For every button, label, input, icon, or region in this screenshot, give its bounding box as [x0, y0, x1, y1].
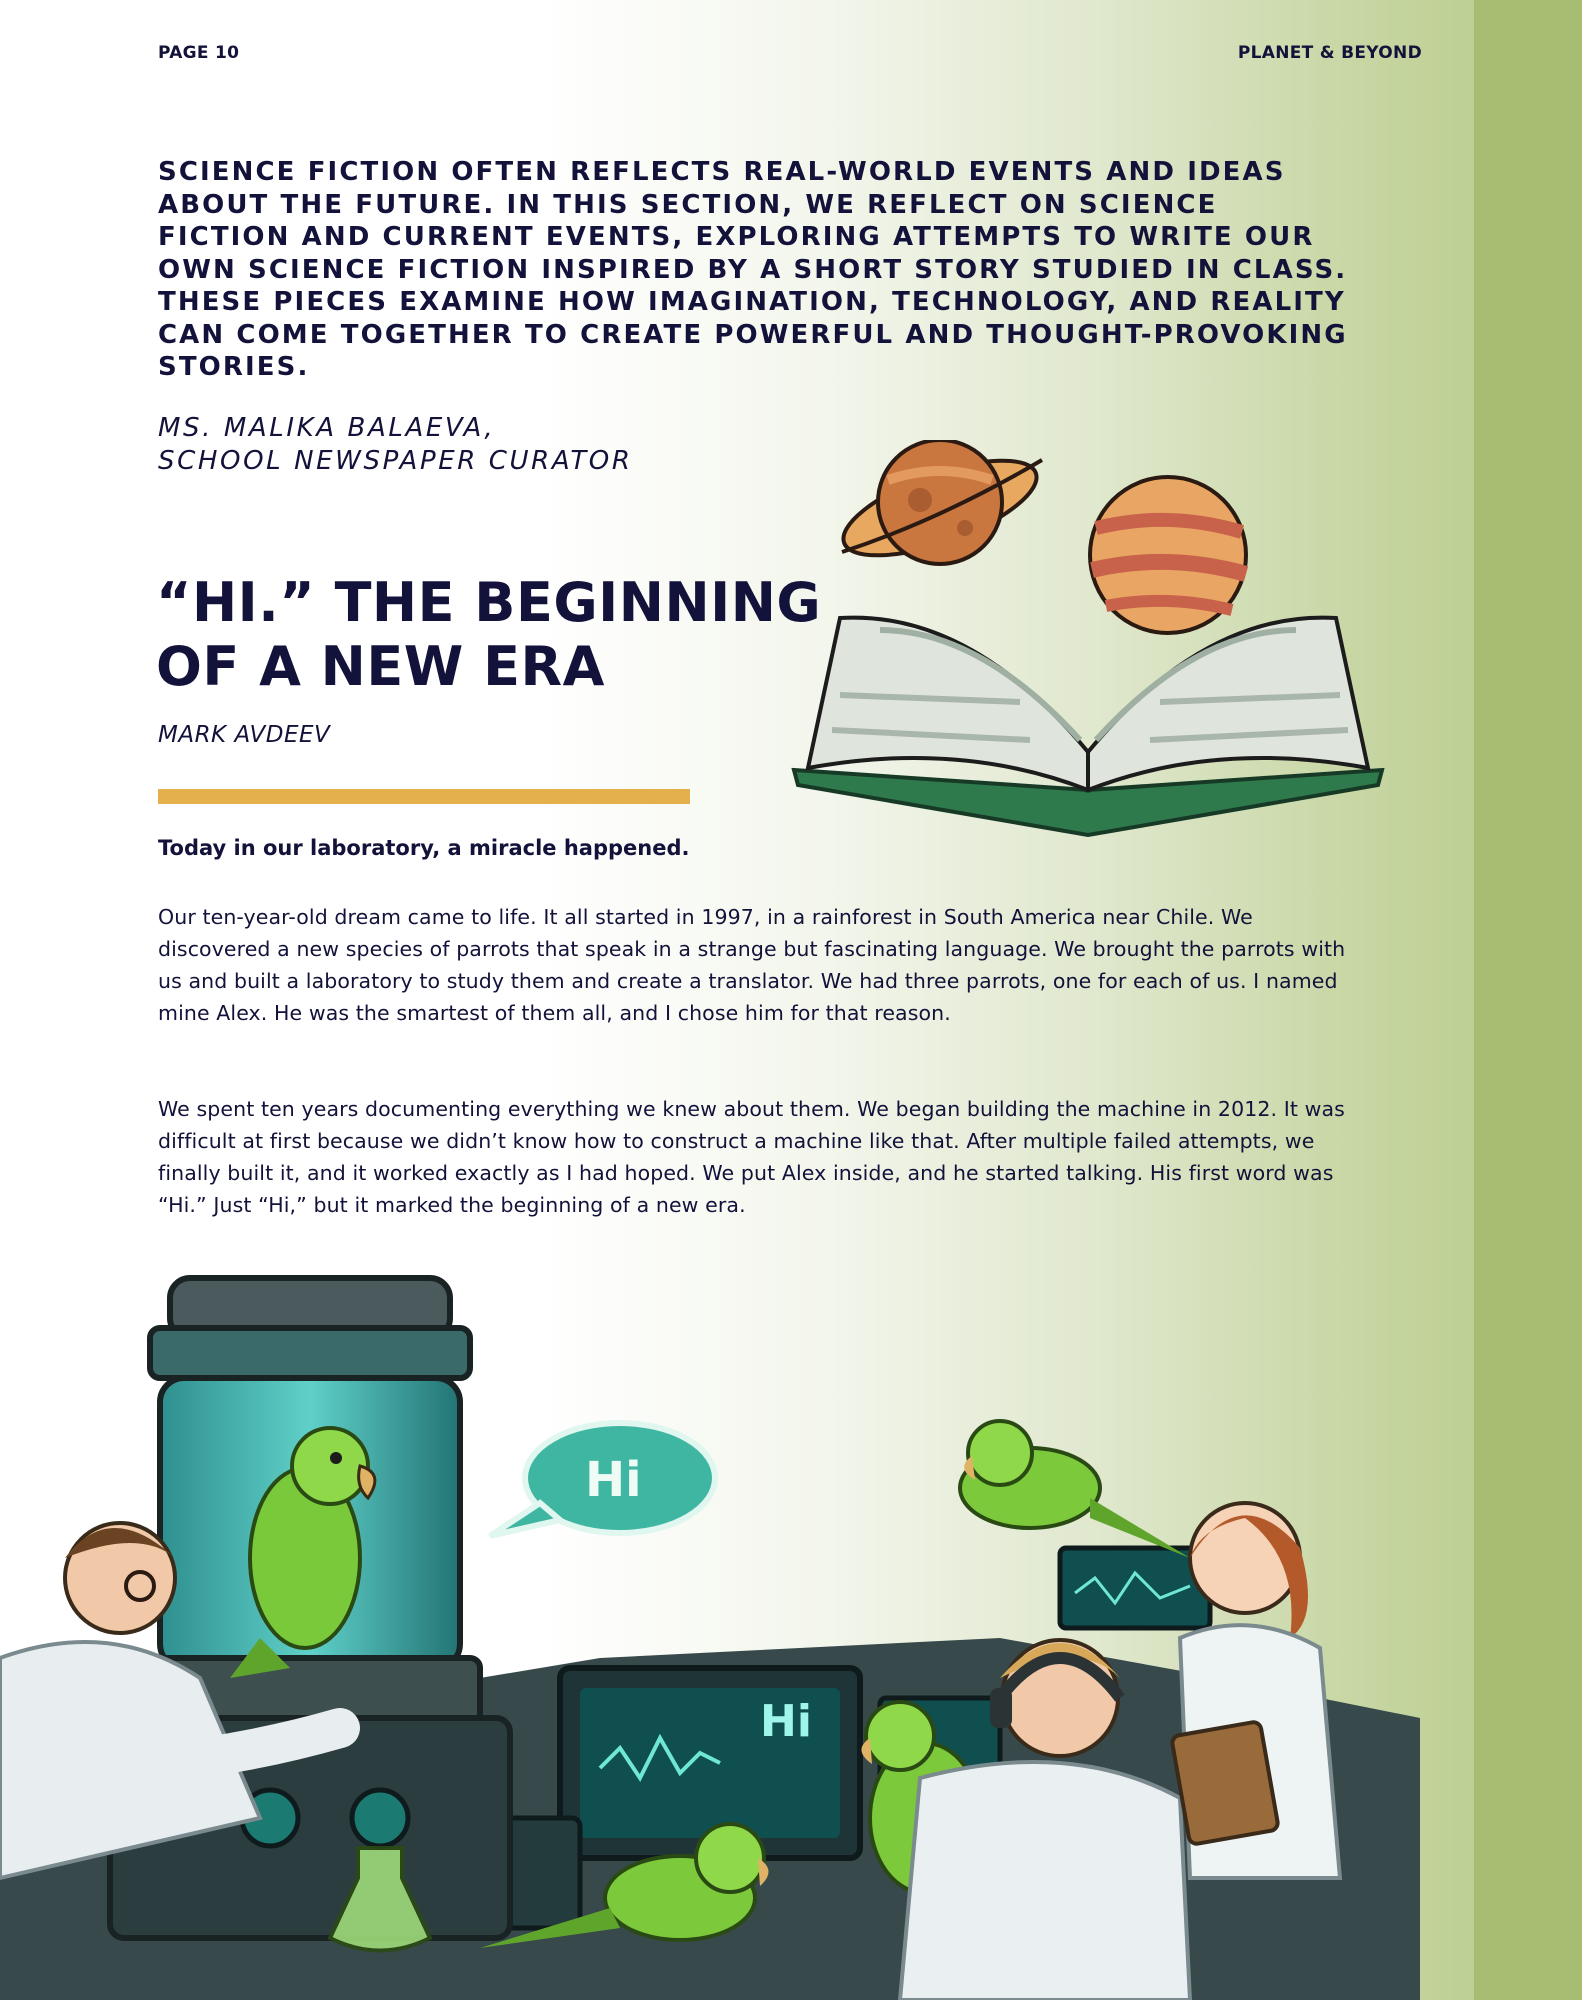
laboratory-illustration [0, 1258, 1440, 2000]
side-stripe [1474, 0, 1582, 2000]
speech-bubble-text: Hi [585, 1452, 642, 1508]
book-planets-illustration [780, 440, 1400, 850]
speech-bubble [490, 1423, 715, 1536]
screen-text [760, 1696, 812, 1747]
screen-hi-text: Hi [760, 1696, 812, 1747]
page-number: PAGE 10 [158, 43, 240, 63]
open-book-icon [794, 618, 1382, 835]
article-author: MARK AVDEEV [158, 722, 331, 748]
accent-rule [158, 789, 690, 804]
article-lead: Today in our laboratory, a miracle happened. [158, 836, 690, 860]
parrot-top-right [960, 1421, 1190, 1558]
planet-striped-icon [1090, 477, 1246, 633]
scientist-right [1171, 1503, 1340, 1878]
curator-name: MS. MALIKA BALAEVA, [158, 413, 496, 443]
curator-role: SCHOOL NEWSPAPER CURATOR [158, 446, 633, 476]
curator-credit [158, 412, 633, 478]
article-title [156, 571, 821, 699]
planet-ringed-icon [833, 440, 1048, 575]
article-paragraph-2: We spent ten years documenting everything we knew about them. We began building the machine in 2012. It was difficult at first because we didn’t know how to construct a machine like that. After multiple failed attempts, we finally built it, and it worked exactly as I had hoped. We put Alex inside, and he started talking. His first word was “Hi.” Just “Hi,” but it marked the beginning of a new era. [158, 1097, 1345, 1217]
article-paragraph-1: Our ten-year-old dream came to life. It all started in 1997, in a rainforest in South America near Chile. We discovered a new species of parrots that speak in a strange but fascinating language. We brought the parrots with us and built a laboratory to study them and create a translator. We had three parrots, one for each of us. I named mine Alex. He was the smartest of them all, and I chose him for that reason. [158, 905, 1346, 1025]
article-title-line2: OF A NEW ERA [156, 635, 605, 698]
article-title-line1: “HI.” THE BEGINNING [156, 571, 822, 634]
magazine-title: PLANET & BEYOND [1237, 43, 1422, 63]
section-intro: SCIENCE FICTION OFTEN REFLECTS REAL-WORLD EVENTS AND IDEAS ABOUT THE FUTURE. IN THIS SECTION, WE REFLECT ON SCIENCE FICTION AND CURRENT EVENTS, EXPLORING ATTEMPTS TO WRITE OUR OWN SCIENCE FICTION INSPIRED BY A SHORT STORY STUDIED IN CLASS. THESE PIECES EXAMINE HOW IMAGINATION, TECHNOLOGY, AND REALITY CAN COME TOGETHER TO CREATE POWERFUL AND THOUGHT-PROVOKING STORIES. [158, 157, 1348, 382]
